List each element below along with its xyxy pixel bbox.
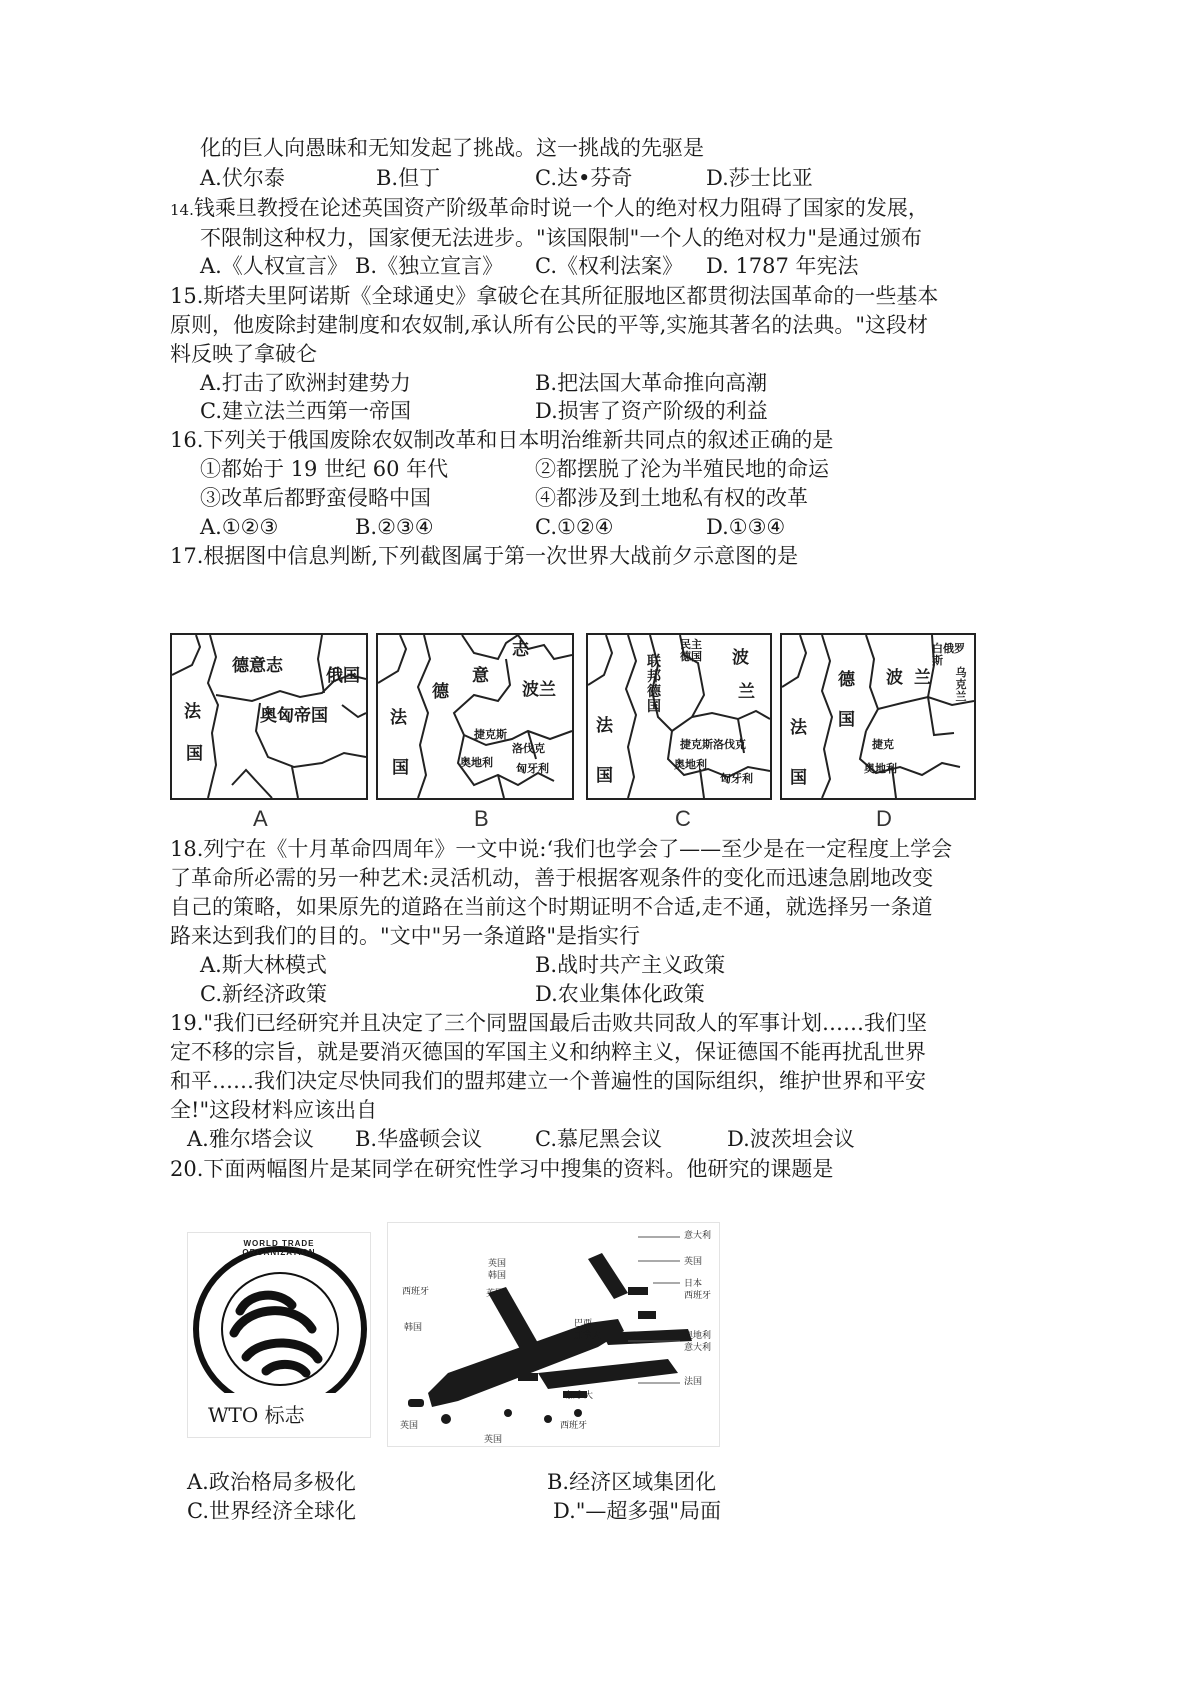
plane-label-17: 英国 [400, 1421, 419, 1431]
q20-option-a: A.政治格局多极化 [187, 1470, 356, 1494]
q16-option-d: D.①③④ [706, 515, 786, 539]
map-b-label-fa: 法 [390, 708, 407, 728]
plane-label-12: 奥地利 [684, 1331, 712, 1341]
map-c-label-frg: 联邦德国 [647, 654, 661, 715]
q16-item-3: ③改革后都野蛮侵略中国 [200, 486, 431, 510]
map-d-label-guo1: 国 [838, 710, 855, 730]
q18-option-b: B.战时共产主义政策 [535, 953, 726, 977]
map-c-label-czechoslovakia: 捷克斯洛伐克 [680, 738, 746, 751]
plane-label-2: 英国 [684, 1257, 703, 1267]
plane-label-18: 英国 [484, 1435, 503, 1445]
q19-option-a: A.雅尔塔会议 [187, 1127, 314, 1151]
map-d-label-lan: 兰 [914, 668, 931, 688]
plane-label-9: 韩国 [404, 1323, 423, 1333]
wto-logo-icon [188, 1233, 370, 1393]
map-b-label-czech: 捷克斯 [474, 728, 507, 741]
map-b-label-de: 德 [432, 682, 449, 702]
q14-number: 14. [170, 201, 194, 219]
plane-label-10: 巴西 [574, 1319, 593, 1329]
q14-option-a: A.《人权宣言》 [200, 254, 348, 278]
map-d-letter: D [876, 806, 892, 831]
map-c-label-guo: 国 [596, 766, 613, 786]
q19-option-b: B.华盛顿会议 [355, 1127, 483, 1151]
q15-stem-line2: 原则，他废除封建制度和农奴制,承认所有公民的平等,实施其著名的法典。"这段材 [170, 313, 929, 337]
plane-label-1: 意大利 [684, 1231, 712, 1241]
map-d-label-ukraine: 乌克兰 [955, 666, 967, 703]
q16-stem: 16.下列关于俄国废除农奴制改革和日本明治维新共同点的叙述正确的是 [170, 428, 834, 452]
q15-option-d: D.损害了资产阶级的利益 [535, 399, 768, 423]
plane-label-13: 意大利 [684, 1343, 712, 1353]
map-b-label-slovakia: 洛伐克 [512, 742, 545, 755]
map-d [780, 633, 976, 800]
map-a-label-germany: 德意志 [232, 656, 283, 676]
airplane-exploded-icon [388, 1223, 719, 1446]
map-a-label-russia: 俄国 [326, 666, 360, 686]
map-d-label-guo2: 国 [790, 768, 807, 788]
plane-label-4: 西班牙 [684, 1291, 712, 1301]
q19-stem-line2: 定不移的宗旨，就是要消灭德国的军国主义和纳粹主义，保证德国不能再扰乱世界 [170, 1040, 926, 1064]
map-d-label-austria: 奥地利 [864, 762, 897, 775]
q15-option-b: B.把法国大革命推向高潮 [535, 371, 768, 395]
q18-option-a: A.斯大林模式 [200, 953, 327, 977]
q16-option-a: A.①②③ [200, 515, 279, 539]
map-c-label-gdr: 民主德国 [680, 638, 702, 663]
q15-option-a: A.打击了欧洲封建势力 [200, 371, 411, 395]
map-d-label-fa: 法 [790, 718, 807, 738]
plane-label-15: 加拿大 [566, 1391, 594, 1401]
q18-option-c: C.新经济政策 [200, 982, 327, 1006]
q13-stem: 化的巨人向愚昧和无知发起了挑战。这一挑战的先驱是 [200, 136, 704, 160]
q14-stem-line1 [170, 193, 929, 225]
q18-stem-line1: 18.列宁在《十月革命四周年》一文中说:‘我们也学会了——至少是在一定程度上学会 [170, 837, 953, 861]
q19-stem-line4: 全!"这段材料应该出自 [170, 1098, 378, 1122]
plane-label-11: 加拿大 [574, 1331, 602, 1341]
map-c-label-fa: 法 [596, 716, 613, 736]
map-b-label-poland: 波兰 [522, 680, 556, 700]
map-d-label-belarus: 白俄罗斯 [932, 642, 965, 667]
q20-option-b: B.经济区域集团化 [547, 1470, 717, 1494]
map-c-label-austria: 奥地利 [674, 758, 707, 771]
q14-text-line1: 钱乘旦教授在论述英国资产阶级革命时说一个人的绝对权力阻碍了国家的发展， [193, 196, 929, 220]
map-c-label-bo: 波 [732, 648, 749, 668]
q18-stem-line3: 自己的策略，如果原先的道路在当前这个时期证明不合适,走不通，就选择另一条道 [170, 895, 933, 919]
map-c [586, 633, 772, 800]
map-a-label-guo: 国 [186, 744, 203, 764]
q14-stem-line2: 不限制这种权力，国家便无法进步。"该国限制"一个人的绝对权力"是通过颁布 [200, 226, 922, 250]
q17-stem: 17.根据图中信息判断,下列截图属于第一次世界大战前夕示意图的是 [170, 544, 799, 568]
wto-logo-image [187, 1232, 371, 1438]
map-a-label-austria-hungary: 奥匈帝国 [260, 706, 328, 726]
q16-item-1: ①都始于 19 世纪 60 年代 [200, 457, 449, 481]
q15-option-c: C.建立法兰西第一帝国 [200, 399, 411, 423]
q18-option-d: D.农业集体化政策 [535, 982, 705, 1006]
map-b-label-hungary: 匈牙利 [516, 762, 549, 775]
q16-item-2: ②都摆脱了沦为半殖民地的命运 [535, 457, 829, 481]
q13-option-a: A.伏尔泰 [200, 166, 285, 190]
map-b-label-zhi: 志 [512, 640, 529, 660]
q14-option-b: B.《独立宣言》 [355, 254, 504, 278]
q20-option-d: D."—超多强"局面 [553, 1499, 722, 1523]
plane-label-14: 法国 [684, 1377, 703, 1387]
map-c-label-hungary: 匈牙利 [720, 772, 753, 785]
map-d-label-czech: 捷克 [872, 738, 894, 751]
q20-stem: 20.下面两幅图片是某同学在研究性学习中搜集的资料。他研究的课题是 [170, 1157, 834, 1181]
q14-option-d: D. 1787 年宪法 [706, 254, 859, 278]
map-b-letter: B [474, 806, 489, 831]
q18-stem-line4: 路来达到我们的目的。"文中"另一条道路"是指实行 [170, 924, 640, 948]
plane-label-8: 西班牙 [402, 1287, 430, 1297]
q20-option-c: C.世界经济全球化 [187, 1499, 356, 1523]
airplane-parts-image [387, 1222, 720, 1447]
map-b-label-austria: 奥地利 [460, 756, 493, 769]
q19-stem-line3: 和平……我们决定尽快同我们的盟邦建立一个普遍性的国际组织，维护世界和平安 [170, 1069, 926, 1093]
q19-stem-line1: 19."我们已经研究并且决定了三个同盟国最后击败共同敌人的军事计划……我们坚 [170, 1011, 928, 1035]
map-c-label-lan: 兰 [738, 682, 755, 702]
q13-option-d: D.莎士比亚 [706, 166, 813, 190]
map-c-letter: C [675, 806, 691, 831]
map-b-label-yi: 意 [472, 666, 489, 686]
q16-option-b: B.②③④ [355, 515, 434, 539]
plane-label-5: 英国 [488, 1259, 507, 1269]
map-d-label-de: 德 [838, 670, 855, 690]
q14-option-c: C.《权利法案》 [535, 254, 683, 278]
wto-ring-text: WORLD TRADE ORGANIZATION [242, 1239, 316, 1257]
wto-caption: WTO 标志 [208, 1403, 305, 1427]
q13-option-c: C.达•芬奇 [535, 166, 633, 190]
q13-option-b: B.但丁 [376, 166, 441, 190]
q19-option-c: C.慕尼黑会议 [535, 1127, 662, 1151]
map-a-letter: A [253, 806, 268, 831]
q19-option-d: D.波茨坦会议 [727, 1127, 855, 1151]
plane-label-6: 韩国 [488, 1271, 507, 1281]
q15-stem-line1: 15.斯塔夫里阿诺斯《全球通史》拿破仑在其所征服地区都贯彻法国革命的一些基本 [170, 284, 939, 308]
plane-label-3: 日本 [684, 1279, 703, 1289]
map-b [376, 633, 574, 800]
map-a [170, 633, 368, 800]
q16-option-c: C.①②④ [535, 515, 614, 539]
map-a-label-fa: 法 [184, 702, 201, 722]
q15-stem-line3: 料反映了拿破仑 [170, 342, 317, 366]
plane-label-16: 西班牙 [560, 1421, 588, 1431]
map-d-label-bo: 波 [886, 668, 903, 688]
q18-stem-line2: 了革命所必需的另一种艺术:灵活机动，善于根据客观条件的变化而迅速急剧地改变 [170, 866, 934, 890]
plane-label-7: 英国 [486, 1289, 505, 1299]
q16-item-4: ④都涉及到土地私有权的改革 [535, 486, 808, 510]
map-b-label-guo: 国 [392, 758, 409, 778]
